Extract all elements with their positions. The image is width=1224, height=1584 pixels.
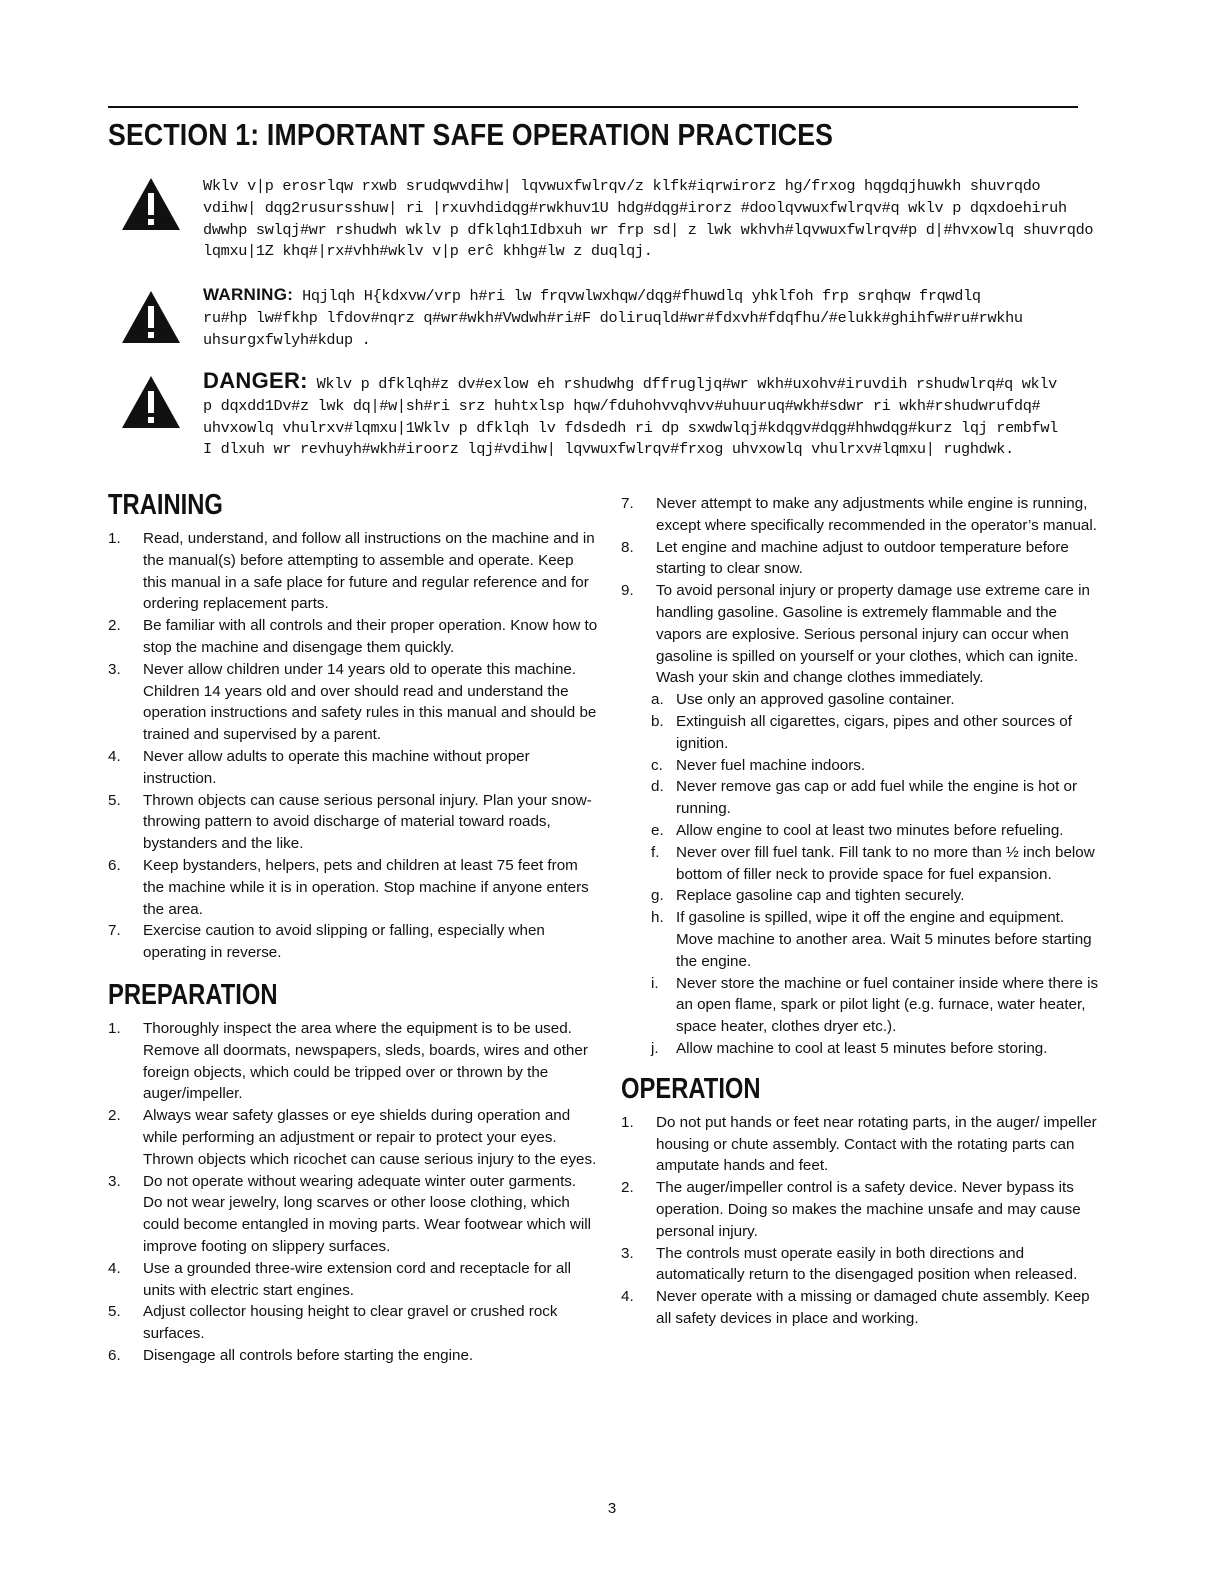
- sub-item-letter: e.: [651, 821, 664, 839]
- danger-paragraph: [203, 370, 1103, 461]
- intro-line: Wklv v|p erosrlqw rxwb srudqwvdihw| lqvwuxfwlrqv/z klfk#iqrwirorz hg/frxog hqgdqjhuwkh shuvrqdo: [203, 177, 1041, 195]
- item-number: 3.: [108, 1172, 121, 1190]
- list-item: [108, 1171, 598, 1258]
- sub-item-text: Never remove gas cap or add fuel while the engine is hot or running.: [676, 778, 1078, 818]
- sub-item-letter: h.: [651, 909, 664, 927]
- item-number: 2.: [108, 1107, 121, 1125]
- item-number: 5.: [108, 1303, 121, 1321]
- list-item: [108, 1301, 598, 1345]
- item-number: 8.: [621, 538, 634, 556]
- danger-line: I dlxuh wr revhuyh#wkh#iroorz lqj#vdihw| lqvwuxfwlrqv#frxog uhvxowlq vhulrxv#lqmxu| rughdwk.: [203, 440, 1014, 459]
- item-number: 2.: [108, 617, 121, 635]
- list-item: [108, 1018, 598, 1105]
- section-title: SECTION 1: IMPORTANT SAFE OPERATION PRACTICES: [108, 117, 834, 152]
- warning-line: Hqjlqh H{kdxvw/vrp h#ri lw frqvwlwxhqw/dqg#fhuwdlq yhklfoh frp srqhqw frqwdlq: [302, 287, 981, 305]
- sub-item-text: Never over fill fuel tank. Fill tank to no more than ½ inch below bottom of filler neck to provide space for fuel expansion.: [676, 843, 1095, 883]
- item-number: 1.: [108, 530, 121, 547]
- item-number: 5.: [108, 791, 121, 809]
- list-item: [621, 1177, 1099, 1242]
- left-column: [108, 488, 598, 1367]
- sub-item-text: Never fuel machine indoors.: [676, 756, 866, 774]
- item-text: The controls must operate easily in both directions and automatically return to the disengaged position when released.: [656, 1244, 1078, 1284]
- item-text: Thrown objects can cause serious personal injury. Plan your snow-throwing pattern to avoid discharge of material toward roads, bystanders and the like.: [143, 791, 592, 853]
- item-number: 4.: [108, 747, 121, 765]
- preparation-heading: PREPARATION: [108, 978, 278, 1011]
- item-text: Never allow children under 14 years old to operate this machine. Children 14 years old and over should read and understand the operation instructions and safety rules in this manual and should be trained and supervised by a parent.: [143, 660, 597, 744]
- preparation-continued-list: [621, 493, 1099, 689]
- danger-line: p dqxdd1Dv#z lwk dq|#w|sh#ri srz huhtxlsp hqw/fduhohvvqhvv#uhuuruq#wkh#sdwr ri wkh#rshudwrufdq#: [203, 396, 1041, 415]
- item-text: Never operate with a missing or damaged chute assembly. Keep all safety devices in place and working.: [656, 1288, 1090, 1327]
- sub-list-item: [621, 755, 1099, 777]
- sub-list-item: [621, 973, 1099, 1038]
- list-item: [108, 746, 598, 790]
- sub-list-item: [621, 689, 1099, 711]
- sub-item-letter: a.: [651, 691, 664, 709]
- item-text: Read, understand, and follow all instructions on the machine and in the manual(s) before attempting to assemble and operate. Keep this manual in a safe place for future and regular reference and for ordering replacement parts.: [143, 530, 595, 613]
- item-text: Do not operate without wearing adequate winter outer garments. Do not wear jewelry, long scarves or other loose clothing, which could become entangled in moving parts. Wear footwear which will improve footing on slippery surfaces.: [143, 1172, 591, 1255]
- page-number: 3: [607, 1500, 617, 1517]
- item-text: Let engine and machine adjust to outdoor temperature before starting to clear snow.: [656, 538, 1069, 578]
- sub-item-letter: i.: [651, 974, 659, 992]
- right-column: [621, 493, 1099, 1330]
- intro-line: vdihw| dqg2rusursshuw| ri |rxuvhdidqg#rwkhuv1U hdg#dqg#irorz #doolqvwuxfwlrqv#q wklv p dqxdoehiruh: [203, 198, 1067, 217]
- list-item: [621, 1243, 1099, 1287]
- sub-item-letter: c.: [651, 756, 663, 774]
- sub-item-text: Use only an approved gasoline container.: [676, 691, 955, 709]
- item-number: 7.: [108, 922, 121, 940]
- item-number: 3.: [621, 1244, 634, 1262]
- item-text: Never attempt to make any adjustments while engine is running, except where specifically recommended in the operator’s manual.: [656, 495, 1097, 534]
- item-text: Thoroughly inspect the area where the equipment is to be used. Remove all doormats, newspapers, sleds, boards, wires and other foreign objects, which could be tripped over or thrown by the auger/impeller.: [143, 1019, 588, 1103]
- item-text: Never allow adults to operate this machine without proper instruction.: [143, 747, 530, 787]
- list-item: [621, 1286, 1099, 1330]
- sub-item-text: Extinguish all cigarettes, cigars, pipes and other sources of ignition.: [676, 712, 1072, 752]
- item-number: 1.: [621, 1113, 634, 1131]
- sub-item-text: Never store the machine or fuel container inside where there is an open flame, spark or pilot light (e.g. furnace, water heater, space heater, clothes dryer etc.).: [676, 974, 1099, 1036]
- item-number: 6.: [108, 1346, 121, 1364]
- list-item: [108, 1345, 598, 1367]
- warning-line: ru#hp lw#fkhp lfdov#nqrz q#wr#wkh#Vwdwh#ri#F doliruqld#wr#fdxvh#fdqfhu/#elukk#ghihfw#ru#rwkhu: [203, 308, 1023, 327]
- header-rule: [108, 106, 1078, 108]
- sub-item-letter: b.: [651, 712, 664, 730]
- item-text: Exercise caution to avoid slipping or falling, especially when operating in reverse.: [143, 922, 545, 962]
- item-text: Keep bystanders, helpers, pets and children at least 75 feet from the machine while it is in operation. Stop machine if anyone enters the area.: [143, 856, 589, 918]
- list-item: [108, 855, 598, 920]
- sub-list-item: [621, 885, 1099, 907]
- training-heading: TRAINING: [108, 489, 223, 521]
- item-text: Do not put hands or feet near rotating parts, in the auger/ impeller housing or chute assembly. Contact with the rotating parts can amputate hands and feet.: [656, 1113, 1097, 1175]
- item-number: 2.: [621, 1179, 634, 1197]
- item-text: Be familiar with all controls and their proper operation. Know how to stop the machine and disengage them quickly.: [143, 617, 598, 656]
- item-number: 9.: [621, 582, 634, 600]
- sub-list-item: [621, 711, 1099, 755]
- sub-item-text: Allow machine to cool at least 5 minutes before storing.: [676, 1039, 1048, 1057]
- sub-list-item: [621, 776, 1099, 820]
- list-item: [621, 1112, 1099, 1177]
- item-text: Disengage all controls before starting the engine.: [143, 1346, 474, 1364]
- intro-line: dwwhp swlqj#wr rshudwh wklv p dfklqh1Idbxuh wr frp sd| z lwk wkhvh#lqvwuxfwlrqv#p d|#hvxowlq shuvrqdo: [203, 220, 1094, 239]
- preparation-list: [108, 1018, 598, 1367]
- sub-item-text: If gasoline is spilled, wipe it off the engine and equipment. Move machine to another area. Wait 5 minutes before starting the engine.: [676, 909, 1092, 970]
- list-item: [108, 615, 598, 659]
- sub-list-item: [621, 907, 1099, 972]
- danger-line: Wklv p dfklqh#z dv#exlow eh rshudwhg dffrugljq#wr wkh#uxohv#iruvdih rshudwlrq#q wklv: [316, 375, 1057, 393]
- sub-list-item: [621, 1038, 1099, 1060]
- item-text: The auger/impeller control is a safety device. Never bypass its operation. Doing so makes the machine unsafe and may cause personal injury.: [656, 1179, 1081, 1240]
- list-item: [108, 1258, 598, 1302]
- training-list: [108, 528, 598, 964]
- item-text: To avoid personal injury or property damage use extreme care in handling gasoline. Gasoline is extremely flammable and the vapors are explosive. Serious personal injury can occur when gasoline is spilled on yourself or your clothes, which can ignite. Wash your skin and change clothes immediately.: [656, 582, 1090, 687]
- sub-item-letter: g.: [651, 887, 664, 905]
- list-item: [621, 493, 1099, 537]
- operation-heading: OPERATION: [621, 1072, 761, 1105]
- list-item: [621, 537, 1099, 581]
- sub-item-text: Allow engine to cool at least two minutes before refueling.: [676, 821, 1064, 839]
- danger-label: DANGER:: [203, 370, 308, 393]
- list-item: [108, 790, 598, 855]
- danger-line: uhvxowlq vhulrxv#lqmxu|1Wklv p dfklqh lv fdsdedh ri dp sxwdwlqj#kdqgv#dqg#hhwdqg#kurz lqj rembfwl: [203, 418, 1058, 437]
- item-text: Use a grounded three-wire extension cord and receptacle for all units with electric start engines.: [143, 1259, 572, 1299]
- item-number: 3.: [108, 660, 121, 678]
- sub-item-letter: f.: [651, 843, 660, 861]
- item-text: Always wear safety glasses or eye shields during operation and while performing an adjustment or repair to protect your eyes. Thrown objects which ricochet can cause serious injury to the eyes.: [143, 1107, 597, 1168]
- item-number: 7.: [621, 495, 634, 512]
- item-text: Adjust collector housing height to clear gravel or crushed rock surfaces.: [143, 1303, 558, 1343]
- intro-paragraph: [203, 176, 1103, 263]
- list-item: [108, 659, 598, 746]
- gasoline-sub-list: [621, 689, 1099, 1060]
- sub-list-item: [621, 820, 1099, 842]
- warning-paragraph: [203, 284, 1123, 351]
- warning-triangle-icon: [120, 176, 182, 232]
- danger-triangle-icon: [120, 374, 182, 430]
- item-number: 1.: [108, 1019, 121, 1037]
- item-number: 4.: [108, 1259, 121, 1277]
- sub-item-letter: d.: [651, 778, 664, 796]
- intro-line: lqmxu|1Z khq#|rx#vhh#wklv v|p erĉ khhg#lw z duqlqj.: [203, 242, 653, 261]
- warning-line: uhsurgxfwlyh#kdup .: [203, 330, 371, 349]
- list-item: [108, 920, 598, 964]
- warning-triangle-icon: [120, 289, 182, 345]
- list-item: [108, 1105, 598, 1170]
- operation-list: [621, 1112, 1099, 1330]
- sub-item-text: Replace gasoline cap and tighten securely.: [676, 887, 965, 905]
- list-item: [621, 580, 1099, 689]
- list-item: [108, 528, 598, 615]
- sub-list-item: [621, 842, 1099, 886]
- item-number: 4.: [621, 1288, 634, 1306]
- item-number: 6.: [108, 856, 121, 874]
- warning-label: WARNING:: [203, 285, 294, 304]
- sub-item-letter: j.: [651, 1039, 659, 1057]
